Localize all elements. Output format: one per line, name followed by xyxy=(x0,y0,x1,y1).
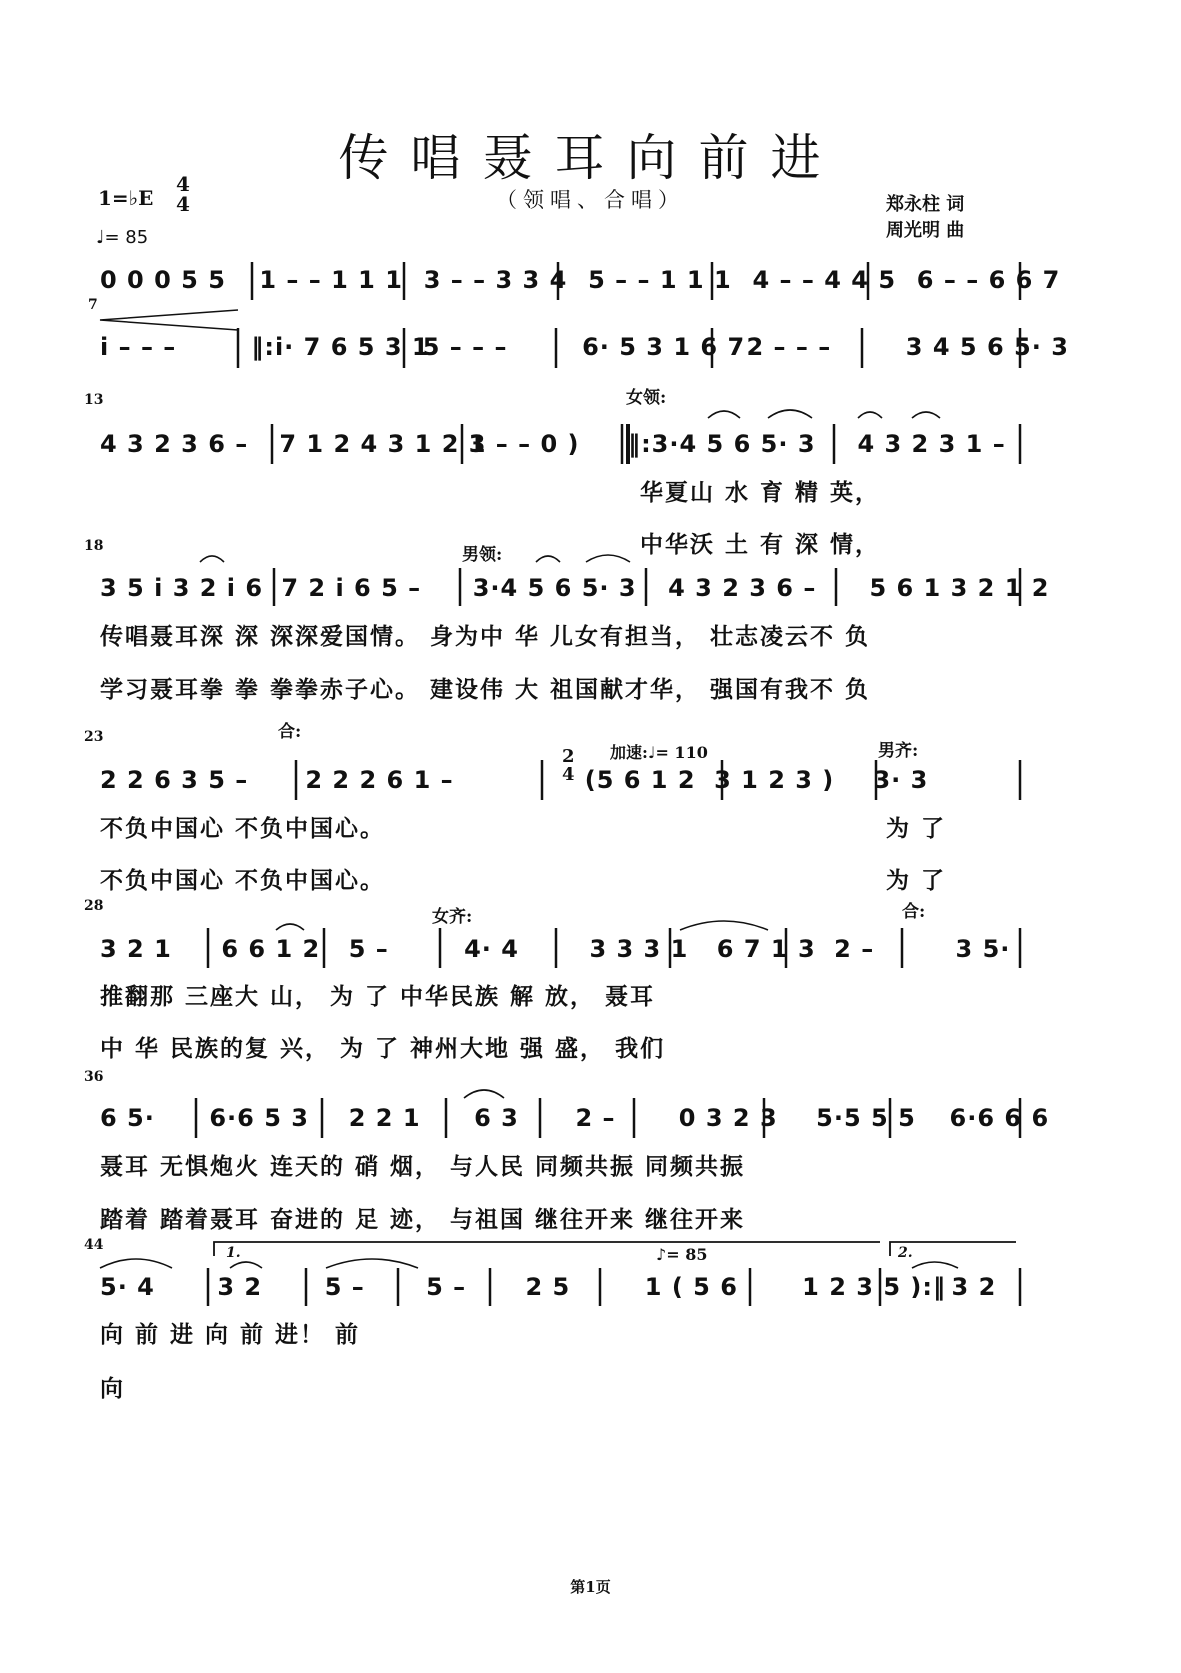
role-chorus: 合: xyxy=(902,902,926,922)
lyric-line: 踏着 踏着聂耳 奋进的 足 迹， 与祖国 继往开来 继往开来 xyxy=(100,1206,746,1233)
measure-number: 18 xyxy=(84,538,104,554)
measure: ‖:i· 7 6 5 3 1 xyxy=(251,333,430,361)
lyric-line: 向 前 进 向 前 进！ 前 xyxy=(100,1321,361,1348)
lyric-line: 为 了 xyxy=(886,867,947,894)
measure: 2 2 1 xyxy=(348,1104,421,1132)
measure: 3 4 5 6 5· 3 xyxy=(905,333,1069,361)
measure: (5 6 1 2 xyxy=(584,766,696,794)
role-female-lead: 女领: xyxy=(626,388,667,408)
lyric-line: 华夏山 水 育 精 英， xyxy=(640,479,881,506)
measure: 6·6 5 3 xyxy=(209,1104,309,1132)
song-title: 传唱聂耳向前进 xyxy=(338,129,843,187)
measure: 3 5 i 3 2 i 6 xyxy=(100,574,264,602)
measure: 3 – – 3 3 4 xyxy=(423,266,568,294)
role-chorus: 合: xyxy=(278,722,302,742)
lyric-line: 聂耳 无惧炮火 连天的 硝 烟， 与人民 同频共振 同频共振 xyxy=(100,1153,746,1180)
lyricist-credit: 郑永柱 词 xyxy=(886,194,965,215)
measure: 5 6 1 3 2 1 2 xyxy=(869,574,1050,602)
measure: 6 5· xyxy=(100,1104,155,1132)
composer-credit: 周光明 曲 xyxy=(886,220,965,241)
lyric-line: 向 xyxy=(100,1375,125,1402)
time-signature-change: 2 4 xyxy=(562,746,575,785)
measure: 0 0 0 5 5 xyxy=(100,266,226,294)
measure: 3 2 xyxy=(217,1273,263,1301)
volta-1-label: 1. xyxy=(226,1245,241,1261)
measure: 0 3 2 3 xyxy=(678,1104,778,1132)
measure: ‖:3·4 5 6 5· 3 xyxy=(628,430,816,458)
measure: 2 – – – xyxy=(746,333,832,361)
tempo-return-marking: ♪= 85 xyxy=(656,1245,708,1264)
accelerando-marking: 加速:♩= 110 xyxy=(610,743,708,762)
role-female-unison: 女齐: xyxy=(432,907,473,927)
measure: 5 – – 1 1 1 xyxy=(588,266,732,294)
role-male-unison: 男齐: xyxy=(878,741,919,761)
lyric-line: 学习聂耳拳 拳 拳拳赤子心。 建设伟 大 祖国献才华， 强国有我不 负 xyxy=(100,676,871,703)
time-signature: 4 4 xyxy=(176,172,190,216)
measure: 5·5 5 5 xyxy=(816,1104,916,1132)
measure: 2 5 xyxy=(525,1273,571,1301)
measure: 5 – xyxy=(348,935,389,963)
measure: 2 – xyxy=(575,1104,616,1132)
measure: 2 2 2 6 1 – xyxy=(305,766,454,794)
measure: 5 – xyxy=(324,1273,365,1301)
lyric-line: 为 了 xyxy=(886,815,947,842)
measure: 3 2 xyxy=(951,1273,997,1301)
measure: 1 ( 5 6 xyxy=(644,1273,738,1301)
measure: 6 – – 6 6 7 xyxy=(916,266,1061,294)
measure: 3· 3 xyxy=(873,766,929,794)
measure: 3 5· xyxy=(955,935,1011,963)
measure: 6· 5 3 1 6 7 xyxy=(582,333,746,361)
measure: 6 6 1 2 xyxy=(221,935,321,963)
measure: 7 2 i 6 5 – xyxy=(281,574,422,602)
measure: 1 – – 1 1 1 xyxy=(259,266,403,294)
measure: 5· 4 xyxy=(100,1273,155,1301)
volta-2-label: 2. xyxy=(898,1245,913,1261)
lyric-line: 传唱聂耳深 深 深深爱国情。 身为中 华 儿女有担当， 壮志凌云不 负 xyxy=(100,623,871,650)
measure: 7 1 2 4 3 1 2 3 xyxy=(279,430,487,458)
measure: 6 3 xyxy=(474,1104,519,1132)
lyric-line: 不负中国心 不负中国心。 xyxy=(100,867,386,894)
measure: 4 3 2 3 6 – xyxy=(100,430,249,458)
measure: 2 2 6 3 5 – xyxy=(100,766,249,794)
measure: 3·4 5 6 5· 3 xyxy=(472,574,637,602)
measure-number: 36 xyxy=(84,1069,104,1085)
measure: 1 – – 0 ) xyxy=(468,430,580,458)
measure-number: 13 xyxy=(84,392,104,408)
measure: 4 3 2 3 6 – xyxy=(668,574,817,602)
measure-number: 28 xyxy=(84,898,104,914)
page-number: 第1页 xyxy=(570,1578,611,1596)
measure: 5 – xyxy=(426,1273,467,1301)
role-male-lead: 男领: xyxy=(462,545,503,565)
key-signature: 1=♭E xyxy=(98,186,154,210)
lyric-line: 中 华 民族的复 兴， 为 了 神州大地 强 盛， 我们 xyxy=(100,1035,666,1062)
tempo-marking: ♩= 85 xyxy=(96,227,149,248)
measure: 2 – xyxy=(834,935,875,963)
measure-number: 44 xyxy=(84,1237,104,1253)
measure-number: 7 xyxy=(88,297,98,313)
measure-number: 23 xyxy=(84,729,104,745)
measure: 1 2 3 5 ):‖ xyxy=(802,1273,946,1301)
lyric-line: 中华沃 土 有 深 情， xyxy=(640,531,881,558)
measure: 4 – – 4 4 5 xyxy=(752,266,897,294)
measure: 6·6 6 6 xyxy=(949,1104,1050,1132)
subtitle: （领唱、合唱） xyxy=(496,188,685,212)
measure: 6 7 1 3 xyxy=(716,935,816,963)
measure: 4 3 2 3 1 – xyxy=(857,430,1006,458)
measure: i – – – xyxy=(100,333,177,361)
lyric-line: 不负中国心 不负中国心。 xyxy=(100,815,386,842)
lyric-line: 推翻那 三座大 山， 为 了 中华民族 解 放， 聂耳 xyxy=(100,983,656,1010)
measure: 5 – – – xyxy=(422,333,508,361)
measure: 3 3 3 1 xyxy=(589,935,689,963)
measure: 3 1 2 3 ) xyxy=(714,766,835,794)
measure: 3 2 1 xyxy=(100,935,172,963)
measure: 4· 4 xyxy=(464,935,519,963)
